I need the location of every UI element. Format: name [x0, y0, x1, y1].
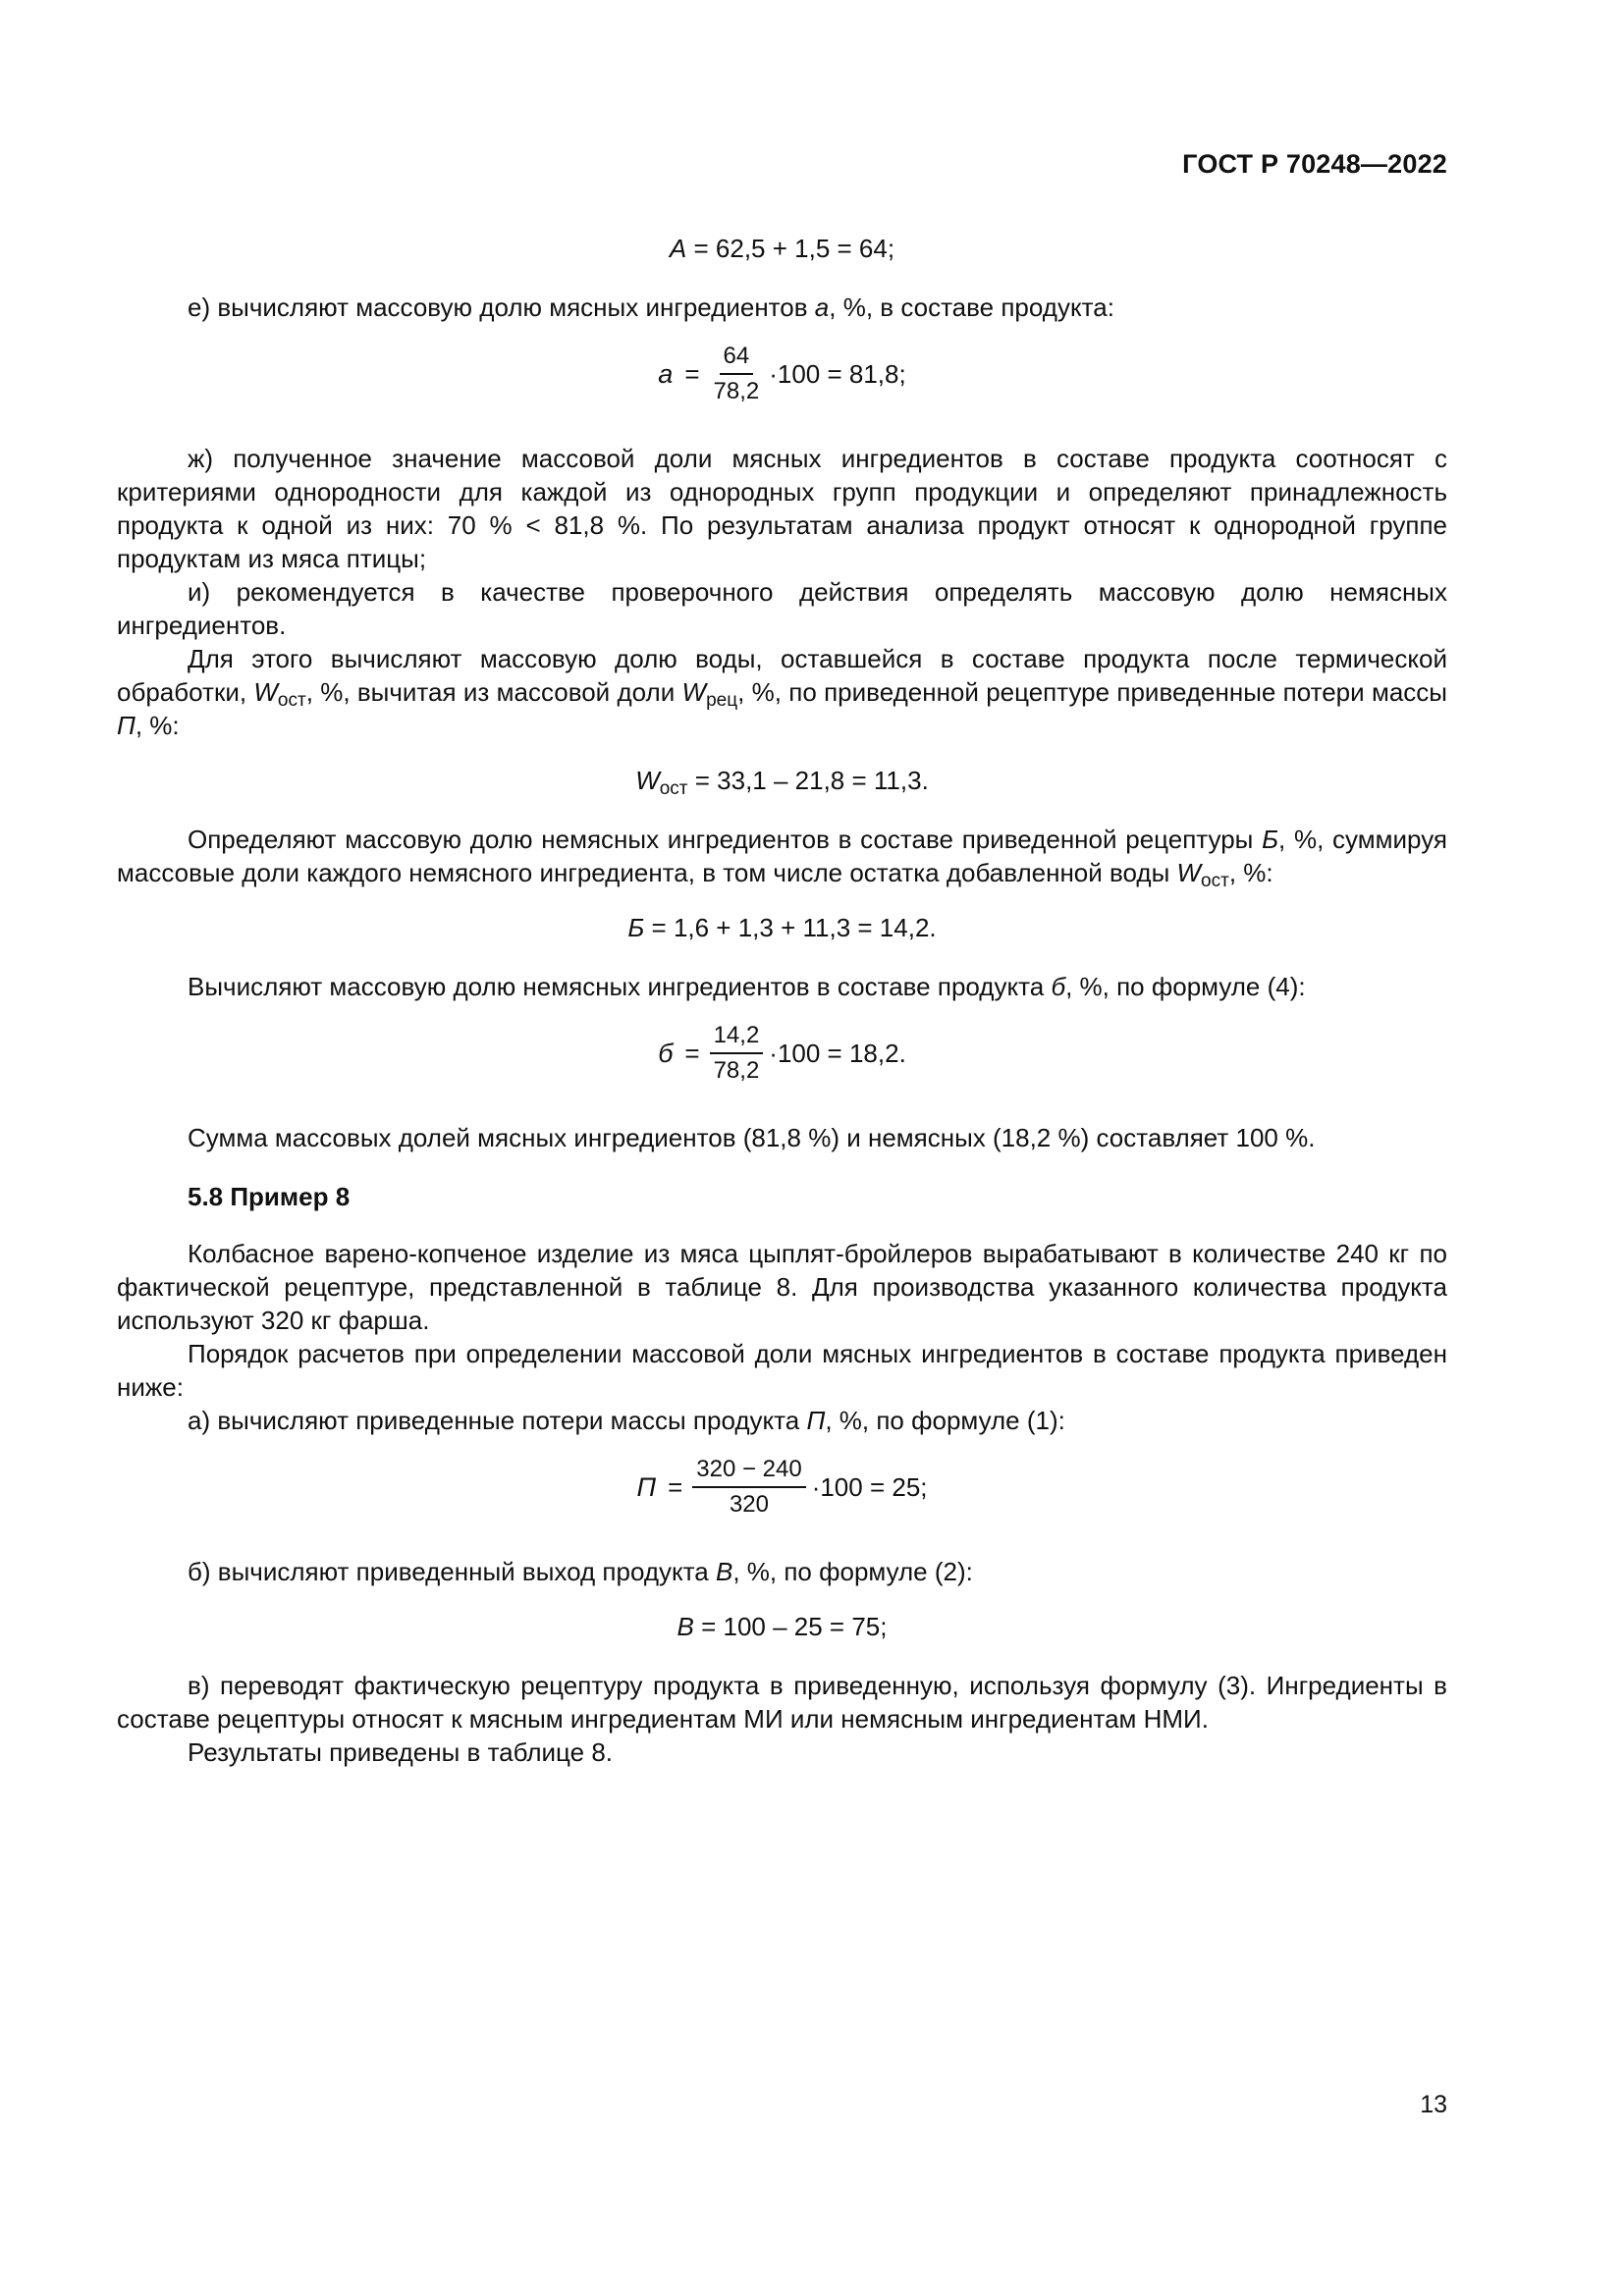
- paragraph-water: [117, 642, 1447, 742]
- paragraph-var: Б: [1262, 825, 1279, 854]
- equation-b-sum: [117, 911, 1447, 944]
- formula-lhs: a: [658, 359, 674, 389]
- paragraph-example8-intro: Колбасное варено-копченое изделие из мяса цыплят-бройлеров вырабатывают в количестве 240 кг по фактической рецептуре, представленной в таблице 8. Для производства указанного количества продукта используют 320 кг фарша.: [117, 1239, 1447, 1335]
- equation-w-ost: [117, 764, 1447, 797]
- paragraph-i: и) рекомендуется в качестве проверочного действия определять массовую долю немясных ингредиентов.: [117, 577, 1447, 640]
- paragraph-text: , %, по формуле (4):: [1065, 972, 1306, 1001]
- page-number: 13: [1420, 2091, 1447, 2118]
- paragraph-text: а) вычисляют приведенные потери массы продукта: [188, 1406, 807, 1435]
- fraction-numerator: 320 − 240: [692, 1455, 805, 1488]
- paragraph-zh: ж) полученное значение массовой доли мясных ингредиентов в составе продукта соотносят с критериями однородности для каждой из однородных групп продукции и определяют принадлежность продукта к одной из них: 70 % < 81,8 %. По результатам анализа продукт относят к однородной группе продуктам из мяса птицы;: [117, 444, 1447, 573]
- document-header: ГОСТ Р 70248—2022: [1182, 149, 1447, 179]
- equation-a-sum: [117, 232, 1447, 265]
- paragraph-var: W: [681, 677, 707, 707]
- formula-fraction: [710, 342, 764, 406]
- section-title: 5.8 Пример 8: [188, 1182, 351, 1211]
- paragraph-text: Определяют массовую долю немясных ингредиентов в составе приведенной рецептуры: [188, 825, 1263, 854]
- formula-equals: =: [668, 1472, 683, 1502]
- paragraph-var: а: [814, 293, 830, 322]
- formula-fraction: [692, 1455, 805, 1520]
- paragraph-b: [117, 823, 1447, 889]
- equation-var: В: [677, 1612, 694, 1641]
- paragraph-results: Результаты приведены в таблице 8.: [188, 1737, 614, 1767]
- formula-rhs: ·100 = 81,8;: [769, 359, 906, 389]
- paragraph-text: , %, по приведенной рецептуре приведенные потери массы: [737, 677, 1447, 707]
- equation-subscript: ост: [659, 778, 688, 799]
- fraction-denominator: 78,2: [713, 1057, 760, 1084]
- paragraph-subscript: ост: [277, 690, 306, 711]
- paragraph-sum: Сумма массовых долей мясных ингредиентов (81,8 %) и немясных (18,2 %) составляет 100 %.: [188, 1123, 1316, 1152]
- paragraph-text: б) вычисляют приведенный выход продукта: [188, 1557, 716, 1586]
- formula-lhs: б: [658, 1039, 674, 1068]
- paragraph-subscript: рец: [706, 690, 738, 711]
- fraction-numerator: 14,2: [710, 1021, 764, 1054]
- paragraph-text: , %, в составе продукта:: [829, 293, 1114, 322]
- formula-equals: =: [684, 359, 700, 389]
- formula-fraction: [710, 1021, 764, 1086]
- equation-var: W: [635, 766, 660, 795]
- paragraph-example8-v: в) переводят фактическую рецептуру продукта в приведенную, используя формулу (3). Ингредиенты в составе рецептуры относят к мясным ингредиентам МИ или немясным ингредиентам НМИ.: [117, 1671, 1447, 1734]
- paragraph-text: , %, по формуле (1):: [825, 1406, 1065, 1435]
- paragraph-text: , %:: [135, 711, 180, 740]
- paragraph-var: В: [715, 1557, 733, 1586]
- paragraph-var: П: [117, 711, 135, 740]
- paragraph-var: П: [806, 1406, 826, 1435]
- equation-expr: = 100 – 25 = 75;: [693, 1612, 888, 1641]
- fraction-denominator: 320: [729, 1491, 769, 1518]
- paragraph-e: [117, 291, 1447, 324]
- spacer: [117, 1154, 1447, 1180]
- equation-var: Б: [627, 913, 645, 942]
- equation-expr: = 1,6 + 1,3 + 11,3 = 14,2.: [644, 913, 937, 942]
- paragraph-text: е) вычисляют массовую долю мясных ингредиентов: [188, 293, 815, 322]
- spacer: [117, 1219, 1447, 1237]
- paragraph-var: W: [1176, 858, 1202, 887]
- paragraph-var: б: [1051, 972, 1066, 1001]
- formula-b: [117, 1021, 1447, 1086]
- equation-v: [117, 1610, 1447, 1643]
- paragraph-subscript: ост: [1201, 871, 1229, 891]
- formula-p: [117, 1455, 1447, 1520]
- document-body: [117, 224, 1447, 1769]
- paragraph-text: , %:: [1228, 858, 1273, 887]
- equation-expr: = 33,1 – 21,8 = 11,3.: [687, 766, 929, 795]
- paragraph-example8-order: Порядок расчетов при определении массовой доли мясных ингредиентов в составе продукта приведен ниже:: [117, 1339, 1447, 1402]
- fraction-numerator: 64: [720, 342, 754, 375]
- formula-lhs: П: [636, 1472, 657, 1502]
- paragraph-text: , %, вычитая из массовой доли: [305, 677, 682, 707]
- paragraph-text: , %, по формуле (2):: [732, 1557, 973, 1586]
- paragraph-text: Для этого вычисляют массовую долю воды, оставшейся в составе продукта после термической обработки,: [117, 644, 1447, 707]
- paragraph-text: Вычисляют массовую долю немясных ингредиентов в составе продукта: [188, 972, 1052, 1001]
- paragraph-text: , %, суммируя массовые доли каждого немясного ингредиента, в том числе остатка добавленной воды: [117, 825, 1447, 887]
- fraction-denominator: 78,2: [713, 378, 760, 404]
- formula-rhs: ·100 = 18,2.: [769, 1039, 906, 1068]
- paragraph-example8-a: [117, 1404, 1447, 1437]
- equation-var: A: [669, 234, 687, 263]
- paragraph-formula4: [117, 970, 1447, 1003]
- formula-equals: =: [684, 1039, 700, 1068]
- formula-a: [117, 342, 1447, 406]
- formula-rhs: ·100 = 25;: [811, 1472, 928, 1502]
- paragraph-var: W: [253, 677, 278, 707]
- paragraph-example8-b: [117, 1555, 1447, 1588]
- equation-expr: = 62,5 + 1,5 = 64;: [686, 234, 895, 263]
